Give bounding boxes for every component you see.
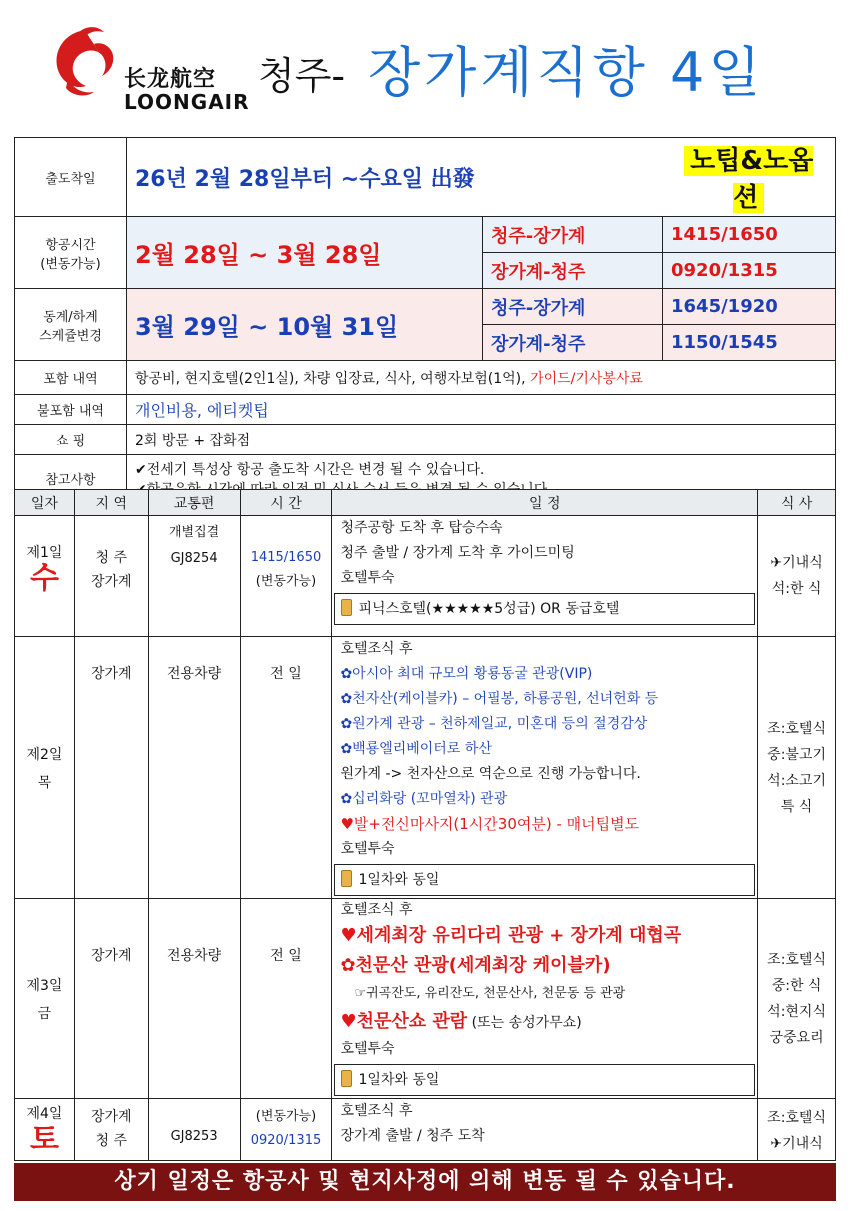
time1a: 1415/1650 [663, 217, 836, 253]
time2a: 1645/1920 [663, 289, 836, 325]
day3-row: 제3일 금 장가계 전용차량 전 일 호텔조식 후 ♥세계최장 유리다리 관광 + 장가계 대협곡 ✿천문산 관광(세계최장 케이블카) ☞귀곡잔도, 유리잔도, 천문산사, 천문동 등 관광 ♥천문산쇼 관람 (또는 송성가무쇼) 호텔투숙 1일차와 동일 조:호텔식 중:한 식 석:현지식 궁중요리 [15, 899, 836, 1099]
day1-schedule: 청주공항 도착 후 탑승수속 청주 출발 / 장가계 도착 후 가이드미팅 호텔투숙 피닉스호텔(★★★★★5성급) OR 동급호텔 [332, 516, 758, 637]
time2b: 1150/1545 [663, 325, 836, 361]
route1a: 청주-장가계 [483, 217, 663, 253]
dragon-logo-icon [46, 22, 126, 102]
notes-label: 참고사항 [15, 455, 127, 503]
day4-weekday: 토 [29, 1122, 59, 1157]
hotel-icon [341, 599, 352, 616]
period2: 3월 29일 ~ 10월 31일 [127, 289, 483, 361]
day2-hotel: 1일차와 동일 [334, 864, 755, 896]
hotel-icon [341, 1070, 352, 1087]
day1-row: 제1일 수 청 주 장가계 개별집결 GJ8254 1415/1650 (변동가능) 청주공항 도착 후 탑승수속 청주 출발 / 장가계 도착 후 가이드미팅 호텔투숙 피닉스호텔(★★★★★5성급) OR 동급호텔 ✈기내식 석:한 식 [15, 516, 836, 637]
hotel-icon [341, 870, 352, 887]
schedule-change-label: 동계/하계 스케쥴변경 [15, 289, 127, 361]
day1-weekday: 수 [29, 561, 59, 596]
info-table [14, 137, 836, 503]
include-text: 항공비, 현지호텔(2인1실), 차량 입장료, 식사, 여행자보험(1억), 가이드/기사봉사료 [127, 361, 836, 395]
page-title: 장가계직항 4일 [368, 41, 765, 104]
footer-notice: 상기 일정은 항공사 및 현지사정에 의해 변동 될 수 있습니다. [14, 1163, 836, 1201]
title-prefix: 청주- [258, 54, 346, 98]
col-schedule: 일 정 [332, 490, 758, 516]
flight-time-label: 항공시간 (변동가능) [15, 217, 127, 289]
col-transport: 교통편 [148, 490, 240, 516]
day4-row: 제4일 토 장가계 청 주 GJ8253 (변동가능) 0920/1315 호텔조식 후 장가계 출발 / 청주 도착 조:호텔식 ✈기내식 [15, 1099, 836, 1161]
day3-schedule: 호텔조식 후 ♥세계최장 유리다리 관광 + 장가계 대협곡 ✿천문산 관광(세계최장 케이블카) ☞귀곡잔도, 유리잔도, 천문산사, 천문동 등 관광 ♥천문산쇼 관람 (또는 송성가무쇼) 호텔투숙 1일차와 동일 [332, 899, 758, 1099]
departure-text: 26년 2월 28일부터 ~수요일 出發 [127, 138, 663, 217]
day1-label: 제1일 [26, 545, 63, 561]
exclude-label: 불포함 내역 [15, 395, 127, 425]
exclude-text: 개인비용, 에티켓팁 [127, 395, 836, 425]
day3-hotel: 1일차와 동일 [334, 1064, 755, 1096]
no-tip-badge: 노팁&노옵션 [684, 146, 813, 213]
day1-hotel: 피닉스호텔(★★★★★5성급) OR 동급호텔 [334, 593, 755, 625]
notes-text: ✔전세기 특성상 항공 출도착 시간은 변경 될 수 있습니다. [127, 455, 836, 503]
route2a: 청주-장가계 [483, 289, 663, 325]
col-date: 일자 [15, 490, 75, 516]
col-region: 지 역 [74, 490, 148, 516]
route2b: 장가계-청주 [483, 325, 663, 361]
page-header [0, 0, 850, 120]
include-label: 포함 내역 [15, 361, 127, 395]
route1b: 장가계-청주 [483, 253, 663, 289]
day2-row: 제2일 목 장가계 전용차량 전 일 호텔조식 후 ✿아시아 최대 규모의 황룡동굴 관광(VIP) ✿천자산(케이블카) – 어필봉, 하룡공원, 선녀헌화 등 ✿원가계 관광 – 천하제일교, 미혼대 등의 절경감상 ✿백룡엘리베이터로 하산 원가계 -> 천자산으로 역순으로 진행 가능합니다. ✿십리화랑 (꼬마열차) 관광 ♥발+전신마사지(1시간30여분) - 매너팁별도 호텔투숙 1일차와 동일 조:호텔식 중:불고기 석:소고기 특 식 [15, 637, 836, 899]
shopping-label: 쇼 핑 [15, 425, 127, 455]
day2-schedule: 호텔조식 후 ✿아시아 최대 규모의 황룡동굴 관광(VIP) ✿천자산(케이블카) – 어필봉, 하룡공원, 선녀헌화 등 ✿원가계 관광 – 천하제일교, 미혼대 등의 절경감상 ✿백룡엘리베이터로 하산 원가계 -> 천자산으로 역순으로 진행 가능합니다. ✿십리화랑 (꼬마열차) 관광 ♥발+전신마사지(1시간30여분) - 매너팁별도 호텔투숙 1일차와 동일 [332, 637, 758, 899]
time1b: 0920/1315 [663, 253, 836, 289]
itinerary-table [14, 489, 836, 1161]
day4-schedule: 호텔조식 후 장가계 출발 / 청주 도착 [332, 1099, 758, 1161]
col-time: 시 간 [240, 490, 332, 516]
period1: 2월 28일 ~ 3월 28일 [127, 217, 483, 289]
col-meal: 식 사 [758, 490, 836, 516]
logo-chinese-text: 长龙航空 [124, 67, 217, 92]
shopping-text: 2회 방문 + 잡화점 [127, 425, 836, 455]
departure-label: 출도착일 [15, 138, 127, 217]
logo-english-text: LOONGAIR [124, 90, 250, 114]
loongair-logo [46, 22, 256, 112]
